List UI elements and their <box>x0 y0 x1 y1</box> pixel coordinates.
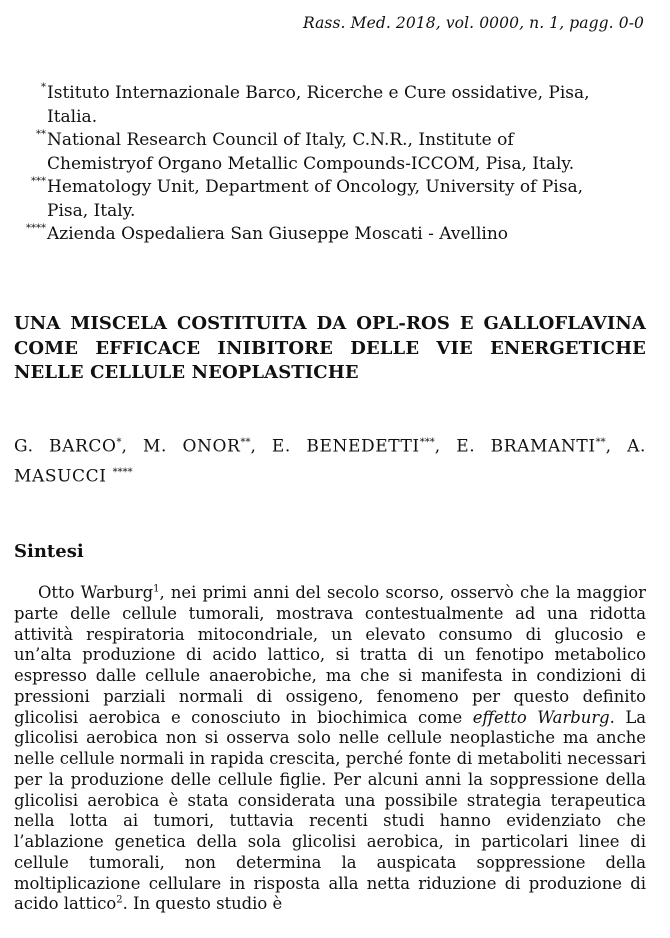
author-mark: ** <box>240 437 251 448</box>
reference-mark: 1 <box>153 583 160 595</box>
author-name: E. BRAMANTI <box>456 436 596 457</box>
affiliation-line: Pisa, Italy. <box>47 200 136 221</box>
journal-citation: Rass. Med. 2018, vol. 0000, n. 1, pagg. 0-0 <box>302 14 644 32</box>
author-separator: , <box>121 436 144 457</box>
affiliation-line: Istituto Internazionale Barco, Ricerche e Cure ossidative, Pisa, <box>47 83 590 103</box>
affiliation-line: National Research Council of Italy, C.N.R., Institute of <box>47 130 514 150</box>
text-run: Otto Warburg <box>38 583 154 602</box>
affiliation-line: Azienda Ospedaliera San Giuseppe Moscati - Avellino <box>47 224 509 244</box>
author-mark: *** <box>419 437 435 448</box>
text-run: . La glicolisi aerobica non si osserva solo nelle cellule neoplastiche ma anche nelle cellule normali in rapida crescita, perché fonte di metaboliti necessari per la produzione delle cellule figlie. Per alcuni anni la soppressione della glicolisi aerobica è stata considerata una possibile strategia terapeutica nella lotta ai tumori, tuttavia recenti studi hanno evidenziato che l’ablazione genetica della sola glicolisi aerobica, in particolari linee di cellule tumorali, non determina la auspicata soppressione della moltiplicazione cellulare in risposta alla netta riduzione di produzione di acido lattico <box>14 707 647 914</box>
author-separator: , <box>250 436 272 457</box>
author-name: A. MASUCCI <box>14 436 646 487</box>
section-heading: Sintesi <box>14 541 84 562</box>
author-name: G. BARCO <box>14 436 117 457</box>
abstract-paragraph <box>14 583 646 915</box>
affiliation-mark: *** <box>31 176 46 187</box>
affiliation-4 <box>14 223 644 247</box>
author-mark: * <box>116 437 122 448</box>
author-name: M. ONOR <box>143 436 241 457</box>
affiliation-mark: * <box>41 82 46 93</box>
paper-title: UNA MISCELA COSTITUITA DA OPL-ROS E GALLOFLAVINA COME EFFICACE INIBITORE DELLE VIE ENERGETICHE NELLE CELLULE NEOPLASTICHE <box>14 313 646 383</box>
reference-mark: 2 <box>116 894 123 906</box>
affiliation-line: Chemistryof Organo Metallic Compounds-ICCOM, Pisa, Italy. <box>47 153 575 174</box>
affiliation-line: Italia. <box>47 106 98 127</box>
affiliation-mark: ** <box>36 129 46 140</box>
abstract-body <box>14 583 646 915</box>
affiliation-2 <box>14 129 644 176</box>
author-separator: , <box>434 436 457 457</box>
text-run: , nei primi anni del secolo scorso, osservò che la maggior parte delle cellule tumorali, mostrava contestualmente ad una ridotta attività respiratoria mitocondriale, un elevato consumo di glucosio e un’alta produzione di acido lattico, si tratta di un fenotipo metabolico espresso dalle cellule anaerobiche, ma che si manifesta in condizioni di pressioni parziali normali di ossigeno, fenomeno per questo definito glicolisi aerobica e conosciuto in biochimica come <box>14 583 647 727</box>
author-mark: **** <box>112 466 133 478</box>
author-list <box>14 430 646 489</box>
author-separator: , <box>605 436 628 457</box>
affiliation-3 <box>14 176 644 223</box>
italic-term: effetto Warburg <box>472 707 610 727</box>
affiliations-list <box>14 82 644 247</box>
affiliation-1 <box>14 82 644 129</box>
affiliation-mark: **** <box>26 223 46 234</box>
affiliation-line: Hematology Unit, Department of Oncology, University of Pisa, <box>47 177 584 197</box>
author-name: E. BENEDETTI <box>271 436 420 457</box>
author-mark: ** <box>595 437 606 448</box>
text-run: . In questo studio è <box>122 894 283 914</box>
